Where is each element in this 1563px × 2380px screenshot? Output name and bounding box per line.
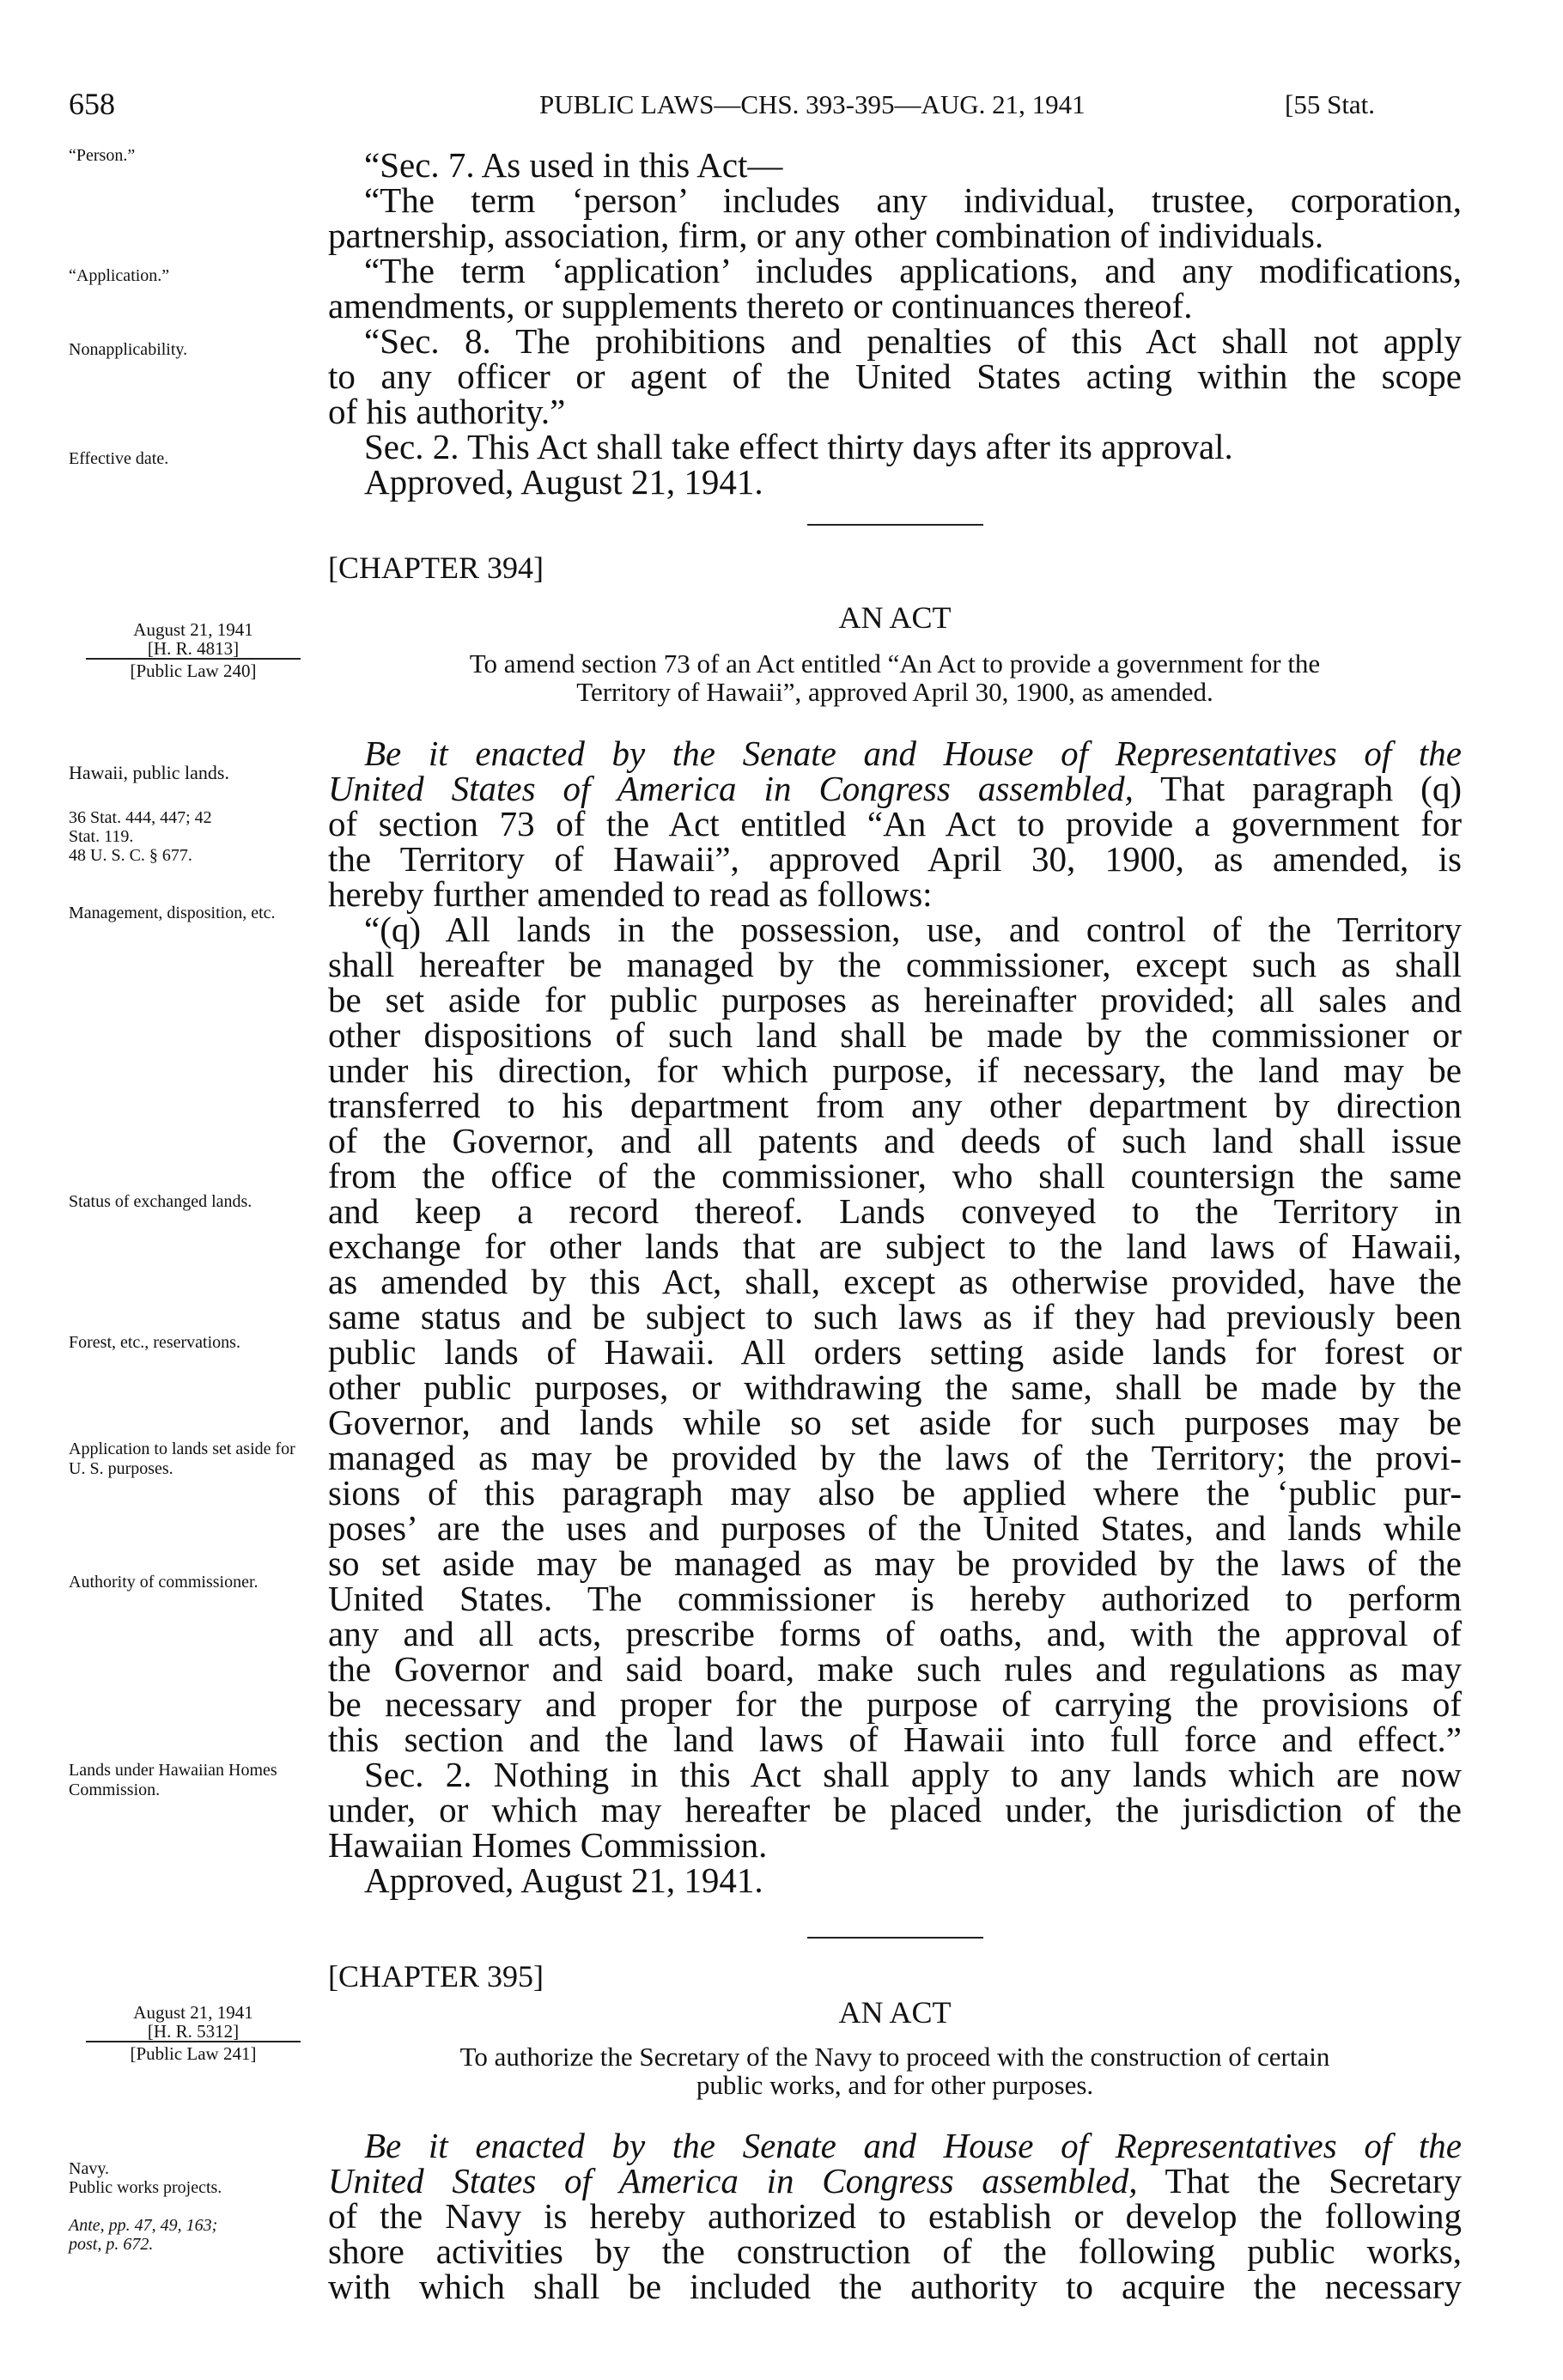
body-line: under, or which may hereafter be placed under, the jurisdiction of the bbox=[328, 1790, 1462, 1829]
margin-note-application: “Application.” bbox=[69, 266, 170, 285]
chapter-395-an-act: AN ACT bbox=[838, 1995, 952, 2030]
enacting-clause-rest: That the Secretary bbox=[1165, 2161, 1462, 2200]
running-title: PUBLIC LAWS—CHS. 393-395—AUG. 21, 1941 bbox=[539, 89, 1086, 119]
approved-line: Approved, August 21, 1941. bbox=[364, 462, 763, 502]
body-line: sions of this paragraph may also be applied where the ‘public pur- bbox=[328, 1473, 1462, 1513]
body-line: Sec. 2. Nothing in this Act shall apply to any lands which are now bbox=[364, 1755, 1462, 1794]
body-line: shore activities by the construction of the following public works, bbox=[328, 2231, 1462, 2271]
enacting-clause-italic: United States of America in Congress assembled, bbox=[328, 2161, 1138, 2200]
section8-line: “Sec. 8. The prohibitions and penalties of this Act shall not apply bbox=[364, 321, 1462, 361]
body-line: same status and be subject to such laws as if they had previously been bbox=[328, 1297, 1462, 1336]
margin-note-person: “Person.” bbox=[69, 146, 136, 165]
person-definition-line: “The term ‘person’ includes any individual, trustee, corporation, bbox=[364, 180, 1462, 220]
margin-note-status-exchanged: Status of exchanged lands. bbox=[69, 1192, 252, 1211]
person-definition-line: partnership, association, firm, or any other combination of individuals. bbox=[328, 216, 1324, 255]
volume-reference: [55 Stat. bbox=[1285, 89, 1376, 119]
margin-note-authority: Authority of commissioner. bbox=[69, 1573, 258, 1592]
chapter-395-side-reference bbox=[69, 2003, 318, 2063]
page-number: 658 bbox=[69, 87, 115, 121]
enacting-clause bbox=[328, 2161, 1462, 2200]
body-line: exchange for other lands that are subject to the land laws of Hawaii, bbox=[328, 1227, 1462, 1266]
body-line: this section and the land laws of Hawaii into full force and effect.” bbox=[328, 1720, 1462, 1759]
enacting-clause: Be it enacted by the Senate and House of Representatives of the bbox=[364, 733, 1462, 773]
body-line: other dispositions of such land shall be made by the commissioner or bbox=[328, 1015, 1462, 1055]
chapter-394-title bbox=[328, 649, 1462, 706]
body-line: so set aside may be managed as may be provided by the laws of the bbox=[328, 1543, 1462, 1583]
body-line: managed as may be provided by the laws of the Territory; the provi- bbox=[328, 1438, 1462, 1477]
body-line: Hawaiian Homes Commission. bbox=[328, 1825, 768, 1865]
enacting-clause bbox=[328, 771, 1462, 807]
section8-line: of his authority.” bbox=[328, 392, 566, 431]
margin-note-hhc: Lands under Hawaiian Homes Commission. bbox=[69, 1761, 277, 1799]
sec2-effective-date: Sec. 2. This Act shall take effect thirty days after its approval. bbox=[364, 427, 1233, 466]
margin-note-effective-date: Effective date. bbox=[69, 449, 169, 468]
side-public-law: [Public Law 241] bbox=[86, 2041, 301, 2063]
body-line: any and all acts, prescribe forms of oaths, and, with the approval of bbox=[328, 1614, 1462, 1653]
margin-note-stat-citation: Stat. 119. bbox=[69, 827, 134, 846]
enacting-clause-italic: United States of America in Congress assembled, bbox=[328, 769, 1134, 808]
body-line: of section 73 of the Act entitled “An Act to provide a government for bbox=[328, 804, 1462, 843]
body-line: from the office of the commissioner, who shall countersign the same bbox=[328, 1156, 1462, 1196]
chapter-394-side-reference bbox=[69, 620, 318, 680]
enacting-clause: Be it enacted by the Senate and House of Representatives of the bbox=[364, 2126, 1462, 2165]
chapter-395-title-line: To authorize the Secretary of the Navy to proceed with the construction of certain bbox=[459, 2042, 1330, 2072]
body-line: other public purposes, or withdrawing the same, shall be made by the bbox=[328, 1367, 1462, 1407]
body-line: of the Navy is hereby authorized to establish or develop the following bbox=[328, 2196, 1462, 2236]
enacting-clause-rest: That paragraph (q) bbox=[1160, 769, 1462, 808]
margin-note-forest: Forest, etc., reservations. bbox=[69, 1333, 240, 1352]
body-line: with which shall be included the authority to acquire the necessary bbox=[328, 2267, 1462, 2306]
body-line: of the Governor, and all patents and deeds of such land shall issue bbox=[328, 1121, 1462, 1160]
margin-note-hawaii-public-lands: Hawaii, public lands. bbox=[69, 762, 229, 783]
margin-note-nonapplicability: Nonapplicability. bbox=[69, 340, 188, 359]
application-definition-line: “The term ‘application’ includes applications, and any modifications, bbox=[364, 251, 1462, 290]
margin-note-stat-citation: 36 Stat. 444, 447; 42 bbox=[69, 808, 212, 827]
body-line: the Territory of Hawaii”, approved April 30, 1900, as amended, is bbox=[328, 839, 1462, 879]
margin-note-post: post, p. 672. bbox=[69, 2235, 154, 2254]
approved-line: Approved, August 21, 1941. bbox=[364, 1860, 763, 1900]
divider-rule bbox=[807, 1937, 983, 1939]
section7-heading: “Sec. 7. As used in this Act— bbox=[364, 145, 783, 185]
side-bill: [H. R. 4813] bbox=[147, 638, 240, 659]
body-line: and keep a record thereof. Lands conveyed to the Territory in bbox=[328, 1191, 1462, 1231]
body-line: under his direction, for which purpose, if necessary, the land may be bbox=[328, 1050, 1462, 1090]
chapter-394-label: [CHAPTER 394] bbox=[328, 551, 544, 585]
chapter-394-an-act: AN ACT bbox=[838, 600, 952, 635]
application-definition-line: amendments, or supplements thereto or continuances thereof. bbox=[328, 286, 1193, 326]
margin-note-ante: Ante, pp. 47, 49, 163; bbox=[69, 2216, 218, 2235]
section8-line: to any officer or agent of the United States acting within the scope bbox=[328, 356, 1462, 396]
chapter-394-title-line: Territory of Hawaii”, approved April 30, 1900, as amended. bbox=[576, 677, 1213, 707]
body-line: United States. The commissioner is hereby authorized to perform bbox=[328, 1579, 1462, 1618]
body-line: “(q) All lands in the possession, use, and control of the Territory bbox=[364, 910, 1462, 949]
margin-note-navy: Navy. bbox=[69, 2159, 110, 2178]
body-line: as amended by this Act, shall, except as otherwise provided, have the bbox=[328, 1262, 1462, 1301]
section7-block bbox=[328, 145, 1462, 502]
divider-rule bbox=[807, 524, 983, 526]
chapter-394-title-line: To amend section 73 of an Act entitled “An Act to provide a government for the bbox=[469, 648, 1321, 679]
body-line: hereby further amended to read as follows: bbox=[328, 874, 933, 914]
margin-note-application-us: Application to lands set aside for U. S. purposes. bbox=[69, 1440, 295, 1478]
margin-note-usc-citation: 48 U. S. C. § 677. bbox=[69, 846, 192, 865]
body-line: the Governor and said board, make such rules and regulations as may bbox=[328, 1649, 1462, 1689]
body-line: Governor, and lands while so set aside for such purposes may be bbox=[328, 1403, 1462, 1442]
margin-note-management: Management, disposition, etc. bbox=[69, 904, 276, 922]
chapter-394-body bbox=[328, 733, 1462, 1900]
body-line: shall hereafter be managed by the commissioner, except such as shall bbox=[328, 945, 1462, 984]
side-date: August 21, 1941 bbox=[133, 2002, 253, 2023]
body-line: be set aside for public purposes as hereinafter provided; all sales and bbox=[328, 980, 1462, 1020]
chapter-395-body bbox=[328, 2128, 1462, 2304]
margin-note-public-works: Public works projects. bbox=[69, 2178, 222, 2197]
body-line: public lands of Hawaii. All orders setting aside lands for forest or bbox=[328, 1332, 1462, 1372]
chapter-395-title bbox=[328, 2042, 1462, 2099]
chapter-395-title-line: public works, and for other purposes. bbox=[696, 2070, 1094, 2100]
body-line: be necessary and proper for the purpose of carrying the provisions of bbox=[328, 1684, 1462, 1724]
side-bill: [H. R. 5312] bbox=[147, 2021, 240, 2042]
chapter-395-label: [CHAPTER 395] bbox=[328, 1959, 544, 1993]
body-line: transferred to his department from any other department by direction bbox=[328, 1086, 1462, 1125]
side-date: August 21, 1941 bbox=[133, 619, 253, 640]
body-line: poses’ are the uses and purposes of the United States, and lands while bbox=[328, 1508, 1462, 1548]
side-public-law: [Public Law 240] bbox=[86, 658, 301, 680]
